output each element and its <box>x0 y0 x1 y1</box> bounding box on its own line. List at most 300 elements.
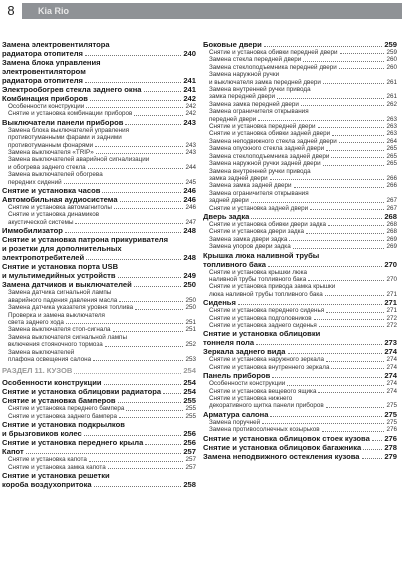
dot-leader <box>308 280 384 281</box>
toc-page-number: 242 <box>183 94 196 103</box>
toc-entry-title: Снятие и установка замка капота <box>8 463 106 471</box>
dot-leader <box>102 192 181 193</box>
toc-entry-title: Замена электровентилятора <box>2 40 110 49</box>
toc-page-number: 245 <box>185 178 196 186</box>
toc-page-number: 273 <box>384 338 397 348</box>
toc-entry <box>2 326 196 333</box>
dot-leader <box>301 105 385 106</box>
toc-entry-title: замка передней двери <box>209 93 276 101</box>
toc-entry <box>203 298 397 307</box>
toc-entry-title: света заднего хода <box>8 318 64 326</box>
toc-page-number: 242 <box>185 103 196 110</box>
page-number: 8 <box>0 0 22 22</box>
toc-entry-title: Замена замка задней двери <box>209 182 292 190</box>
toc-page-number: 257 <box>185 456 196 464</box>
toc-entry-title: Снятие и установка нижнего <box>209 395 293 403</box>
dot-leader <box>339 142 385 143</box>
toc-page-number: 255 <box>183 396 196 406</box>
dot-leader <box>105 346 184 347</box>
toc-entry-title: Снятие и установка крышки люка <box>209 268 308 276</box>
toc-page-number: 248 <box>183 253 196 263</box>
dot-leader <box>326 150 384 151</box>
toc-entry-title: Снятие и установка передней двери <box>209 123 316 131</box>
toc-entry-title: Снятие и установка автомагнитолы <box>8 204 112 212</box>
toc-entry-title: Снятие и установка подкрылков <box>2 420 125 430</box>
toc-entry-title: Замена внутренней ручки привода <box>209 167 311 175</box>
toc-entry-title: Дверь задка <box>203 211 250 221</box>
dot-leader <box>119 301 183 302</box>
toc-page-number: 272 <box>386 322 397 329</box>
toc-entry-title: Снятие и установка комбинации приборов <box>8 110 133 118</box>
dot-leader <box>272 377 382 378</box>
toc-entry-title: Замена блока управления <box>2 58 101 67</box>
toc-entry <box>203 56 397 63</box>
toc-entry <box>203 269 397 284</box>
toc-entry <box>2 262 196 280</box>
toc-page-number: 263 <box>386 123 397 131</box>
toc-page-number: 271 <box>386 290 397 298</box>
toc-page-number: 256 <box>183 438 196 448</box>
dot-leader <box>287 385 384 386</box>
toc-page-number: 255 <box>185 405 196 413</box>
toc-entry <box>2 280 196 289</box>
dot-leader <box>238 304 382 305</box>
toc-entry-title: Замена датчика сигнальной лампы <box>8 289 112 297</box>
dot-leader <box>310 209 384 210</box>
toc-entry <box>203 283 397 298</box>
toc-page-number: 264 <box>386 137 397 145</box>
toc-entry-title: Особенности конструкции <box>209 380 286 388</box>
toc-page-number: 253 <box>185 355 196 363</box>
toc-entry <box>2 58 196 85</box>
toc-page-number: 274 <box>386 380 397 388</box>
toc-entry-title: Замена стекла передней двери <box>209 56 302 64</box>
toc-entry-title: Замена упоров двери задка <box>209 243 291 251</box>
dot-leader <box>113 331 184 332</box>
dot-leader <box>90 100 181 101</box>
dot-leader <box>26 453 182 454</box>
toc-entry-title: Замена блока выключателей управления <box>8 126 130 134</box>
dot-leader <box>85 55 181 56</box>
toc-entry <box>203 108 397 123</box>
toc-entry-title: Замена выключателя сигнальной лампы <box>8 333 127 341</box>
toc-entry-title: Проверка и замена выключателя <box>8 311 105 319</box>
dot-leader <box>126 410 183 411</box>
toc-page-number: 266 <box>386 182 397 190</box>
toc-entry-title: Снятие и установка порта USB <box>2 262 119 272</box>
toc-entry <box>203 452 397 461</box>
toc-entry-title: Снятие и установка внутреннего зеркала <box>209 363 330 371</box>
toc-entry <box>2 405 196 412</box>
toc-entry <box>203 443 397 452</box>
toc-entry <box>2 387 196 396</box>
dot-leader <box>93 360 183 361</box>
toc-page-number: 240 <box>183 49 196 58</box>
toc-entry-title: радиатора отопителя <box>2 49 83 58</box>
toc-entry <box>203 190 397 205</box>
toc-page-number: 249 <box>183 271 196 281</box>
toc-page-number: 254 <box>183 366 196 376</box>
toc-entry <box>2 396 196 405</box>
toc-entry-title: Замена неподвижного остекления кузова <box>203 451 360 461</box>
dot-leader <box>84 435 182 436</box>
toc-entry-title: Замена датчика указателя уровня топлива <box>8 304 134 312</box>
toc-page-number: 268 <box>386 220 397 228</box>
toc-page-number: 246 <box>183 186 196 196</box>
toc-entry-title: акустической системы <box>8 218 74 226</box>
toc-entry-title: Замена датчиков и выключателей <box>2 280 132 290</box>
toc-entry <box>203 86 397 101</box>
toc-page-number: 260 <box>386 63 397 71</box>
toc-entry-title: Зеркала заднего вида <box>203 347 286 357</box>
toc-entry-title: Капот <box>2 447 24 457</box>
toc-entry-title: и розетки для дополнительных <box>2 244 122 254</box>
toc-entry <box>203 145 397 152</box>
dot-leader <box>66 323 184 324</box>
dot-leader <box>323 83 385 84</box>
toc-page-number: 269 <box>386 235 397 243</box>
toc-entry-title: тоннеля пола <box>203 338 255 348</box>
toc-entry <box>2 195 196 204</box>
toc-page-number: 254 <box>183 387 196 397</box>
dot-leader <box>104 384 182 385</box>
toc-entry-title: Иммобилизатор <box>2 226 63 236</box>
toc-entry-title: Снятие и установка бамперов <box>2 396 116 406</box>
toc-page-number: 252 <box>185 341 196 349</box>
toc-entry <box>2 156 196 171</box>
toc-entry-title: Снятие и установка подголовников <box>209 314 312 322</box>
dot-leader <box>326 312 384 313</box>
toc-entry <box>203 251 397 269</box>
toc-entry <box>2 312 196 327</box>
toc-entry <box>203 228 397 235</box>
toc-entry <box>203 426 397 433</box>
dot-leader <box>96 153 184 154</box>
toc-entry-title: Замена стеклоподъемника передней двери <box>209 63 337 71</box>
toc-entry-title: Снятие и установка патрона прикуривателя <box>2 235 169 245</box>
toc-entry-title: Снятие и установка облицовок багажника <box>203 442 362 452</box>
toc-page-number: 275 <box>384 409 397 419</box>
toc-entry <box>2 334 196 349</box>
dot-leader <box>108 468 184 469</box>
toc-entry <box>2 226 196 235</box>
dot-leader <box>125 124 181 125</box>
toc-entry-title: Замена замка передней двери <box>209 100 299 108</box>
dot-leader <box>89 461 184 462</box>
toc-entry <box>2 204 196 211</box>
toc-entry-title: Автомобильная аудиосистема <box>2 195 118 205</box>
toc-entry-title: Арматура салона <box>203 409 269 419</box>
dot-leader <box>74 373 181 374</box>
toc-page-number: 271 <box>384 298 397 308</box>
toc-page-number: 279 <box>384 451 397 461</box>
toc-page-number: 255 <box>185 412 196 420</box>
dot-leader <box>362 458 383 459</box>
toc-entry <box>2 85 196 94</box>
toc-entry-title: электропотребителей <box>2 253 85 263</box>
dot-leader <box>270 416 382 417</box>
toc-entry <box>203 236 397 243</box>
toc-entry-title: Снятие и установка заднего сиденья <box>209 322 317 329</box>
toc-entry-title: декоративного щитка панели приборов <box>209 402 324 410</box>
toc-entry-title: Замена поручней <box>209 418 261 426</box>
toc-page-number: 265 <box>386 152 397 160</box>
toc-entry <box>2 127 196 149</box>
toc-page-number: 275 <box>386 402 397 410</box>
toc-entry <box>203 347 397 356</box>
toc-entry-title: Снятие и установка часов <box>2 186 101 196</box>
toc-page-number: 254 <box>183 378 196 388</box>
toc-entry <box>203 356 397 363</box>
dot-leader <box>135 309 183 310</box>
toc-entry <box>2 304 196 311</box>
toc-entry-title: и мультимедийных устройств <box>2 271 116 281</box>
toc-entry <box>203 40 397 49</box>
toc-entry <box>2 420 196 438</box>
toc-page-number: 251 <box>185 318 196 326</box>
dot-leader <box>294 187 385 188</box>
toc-page-number: 261 <box>386 78 397 86</box>
dot-leader <box>289 240 384 241</box>
dot-leader <box>325 295 385 296</box>
toc-entry-title: короба воздухопритока <box>2 479 92 489</box>
toc-page-number: 263 <box>386 130 397 138</box>
toc-page-number: 274 <box>384 347 397 357</box>
toc-entry-title: РАЗДЕЛ 11. КУЗОВ <box>2 366 73 376</box>
dot-leader <box>94 486 182 487</box>
toc-entry <box>203 71 397 86</box>
toc-entry-title: Снятие и установка капота <box>8 456 87 464</box>
toc-page-number: 270 <box>386 275 397 283</box>
dot-leader <box>86 259 181 260</box>
dot-leader <box>85 82 181 83</box>
toc-entry-title: Замена ограничителя открывания <box>209 108 309 116</box>
toc-entry <box>2 118 196 127</box>
toc-page-number: 257 <box>185 463 196 471</box>
toc-entry <box>203 160 397 167</box>
toc-entry-title: Замена выключателей аварийной сигнализации <box>8 156 150 164</box>
toc-entry <box>203 419 397 426</box>
dot-leader <box>318 392 384 393</box>
toc-page-number: 250 <box>185 296 196 304</box>
toc-page-number: 276 <box>384 433 397 443</box>
toc-entry-title: Выключатели панели приборов <box>2 117 124 127</box>
toc-entry-title: Замена наружной ручки <box>209 71 280 79</box>
toc-page-number: 274 <box>386 363 397 371</box>
dot-leader <box>331 368 384 369</box>
toc-entry-title: и брызговиков колес <box>2 429 82 439</box>
toc-page-number: 261 <box>386 93 397 101</box>
dot-leader <box>318 127 385 128</box>
toc-entry-title: и обогрева заднего стекла <box>8 163 86 171</box>
dot-leader <box>119 417 183 418</box>
toc-page-number: 274 <box>384 371 397 381</box>
dot-leader <box>118 402 182 403</box>
toc-entry <box>203 315 397 322</box>
dot-leader <box>86 107 183 108</box>
toc-entry-title: Замена выключателя «TRIP» <box>8 149 94 157</box>
toc-entry-title: Замена ограничителя открывания <box>209 189 309 197</box>
toc-page-number: 243 <box>185 141 196 149</box>
toc-entry-title: Снятие и установка двери задка <box>209 228 305 236</box>
dot-leader <box>306 233 384 234</box>
toc-entry-title: замка задней двери <box>209 174 268 182</box>
toc-page-number: 267 <box>386 204 397 212</box>
toc-entry-title: Снятие и установка вещевого ящика <box>209 387 317 395</box>
toc-page-number: 251 <box>185 326 196 334</box>
dot-leader <box>88 168 184 169</box>
toc-entry <box>2 438 196 447</box>
toc-entry <box>203 168 397 183</box>
dot-leader <box>134 286 182 287</box>
dot-leader <box>363 449 382 450</box>
dot-leader <box>319 326 385 327</box>
dot-leader <box>145 444 181 445</box>
toc-entry-title: Снятие и установка облицовок стоек кузова <box>203 433 370 443</box>
toc-entry-title: Снятие и установка переднего крыла <box>2 438 144 448</box>
toc-entry-title: Снятие и установка привода замка крышки <box>209 283 336 291</box>
toc-section-heading <box>2 365 196 376</box>
toc-entry-title: Снятие и установка переднего бампера <box>8 405 125 413</box>
toc-entry-title: электровентилятором <box>2 67 86 76</box>
dot-leader <box>331 157 384 158</box>
toc-entry <box>203 371 397 380</box>
dot-leader <box>144 91 182 92</box>
toc-page-number: 259 <box>386 49 397 56</box>
toc-entry-title: Снятие и установка обивки двери задка <box>209 220 327 228</box>
dot-leader <box>163 393 181 394</box>
toc-page-number: 268 <box>386 228 397 236</box>
toc-page-number: 265 <box>386 145 397 153</box>
toc-entry <box>203 380 397 387</box>
dot-leader <box>75 223 183 224</box>
toc-page-number: 243 <box>183 117 196 127</box>
toc-entry <box>203 101 397 108</box>
toc-entry-title: Снятие и установка обивки задней двери <box>209 130 331 138</box>
toc-entry-title: Особенности конструкции <box>8 103 85 110</box>
toc-entry-title: противотуманным фонарями <box>8 141 94 149</box>
dot-leader <box>256 344 382 345</box>
toc-entry <box>203 221 397 228</box>
dot-leader <box>372 440 382 441</box>
toc-entry <box>203 243 397 250</box>
toc-page-number: 244 <box>185 163 196 171</box>
toc-page-number: 250 <box>185 304 196 312</box>
toc-entry-title: Снятие и установка облицовки <box>203 329 321 339</box>
toc-entry-title: Снятие и установка динамиков <box>8 211 100 219</box>
toc-entry <box>2 110 196 117</box>
toc-entry-title: Снятие и установка облицовки радиатора <box>2 387 162 397</box>
book-title: Kia Rio <box>38 6 70 16</box>
toc-entry-title: Замена внутренней ручки привода <box>209 86 311 94</box>
toc-entry-title: задней двери <box>209 197 249 205</box>
toc-entry-title: топливного бака <box>203 259 266 269</box>
toc-page-number: 278 <box>384 442 397 452</box>
toc-entry <box>2 211 196 226</box>
dot-leader <box>339 68 385 69</box>
toc-page-number: 276 <box>386 426 397 434</box>
toc-entry <box>2 349 196 364</box>
dot-leader <box>293 248 385 249</box>
dot-leader <box>262 423 384 424</box>
toc-page-number: 248 <box>183 226 196 236</box>
dot-leader <box>340 53 385 54</box>
toc-entry <box>2 471 196 489</box>
toc-page-number: 270 <box>384 259 397 269</box>
toc-entry <box>203 153 397 160</box>
toc-entry <box>203 130 397 137</box>
toc-entry-title: Крышка люка наливной трубы <box>203 250 320 260</box>
toc-page-number: 260 <box>386 56 397 64</box>
toc-entry-title: передних сидений <box>8 178 62 186</box>
toc-page-number: 268 <box>384 211 397 221</box>
toc-entry-title: Замена стеклоподъемника задней двери <box>209 152 330 160</box>
toc-entry <box>2 94 196 103</box>
toc-entry-title: Панель приборов <box>203 371 271 381</box>
toc-page-number: 265 <box>386 160 397 168</box>
toc-entry <box>2 413 196 420</box>
toc-page-number: 258 <box>183 479 196 489</box>
dot-leader <box>288 353 383 354</box>
dot-leader <box>118 277 182 278</box>
toc-page-number: 241 <box>183 85 196 94</box>
toc-entry-title: и выключателя замка передней двери <box>209 78 321 86</box>
toc-entry-title: Замена наружной ручки задней двери <box>209 160 321 168</box>
toc-page-number: 250 <box>183 280 196 290</box>
toc-entry <box>2 40 196 58</box>
toc-entry-title: Замена неподвижного стекла задней двери <box>209 137 337 145</box>
toc-entry-title: включения стояночного тормоза <box>8 341 103 349</box>
dot-leader <box>264 46 382 47</box>
toc-entry <box>203 307 397 314</box>
toc-entry-title: Замена противосолнечных козырьков <box>209 426 320 434</box>
toc-entry-title: Особенности конструкции <box>2 378 102 388</box>
dot-leader <box>322 431 385 432</box>
toc-entry <box>203 329 397 347</box>
toc-entry <box>2 289 196 304</box>
toc-page-number: 259 <box>384 40 397 49</box>
dot-leader <box>114 208 184 209</box>
toc-page-number: 243 <box>185 149 196 157</box>
toc-entry-title: люка наливной трубы топливного бака <box>209 290 323 298</box>
dot-leader <box>120 201 182 202</box>
toc-entry-title: Снятие и установка наружного зеркала <box>209 356 324 364</box>
dot-leader <box>277 98 384 99</box>
toc-entry <box>203 410 397 419</box>
toc-entry-title: передней двери <box>209 115 257 123</box>
dot-leader <box>323 165 385 166</box>
dot-leader <box>326 361 384 362</box>
dot-leader <box>326 407 385 408</box>
dot-leader <box>95 146 183 147</box>
dot-leader <box>65 232 181 233</box>
toc-page-number: 274 <box>386 356 397 364</box>
toc-entry-title: Замена замка двери задка <box>209 235 288 243</box>
header-band <box>22 3 402 19</box>
toc-entry-title: Боковые двери <box>203 40 262 49</box>
toc-entry-title: Снятие и установка решетки <box>2 470 110 480</box>
toc-entry <box>203 364 397 371</box>
toc-page-number: 269 <box>386 243 397 251</box>
toc-entry <box>203 395 397 410</box>
toc-page-number: 275 <box>386 418 397 426</box>
dot-leader <box>303 61 384 62</box>
toc-entry <box>2 235 196 262</box>
toc-entry <box>2 378 196 387</box>
toc-entry-title: плафона освещения салона <box>8 355 92 363</box>
toc-entry-title: Снятие и установка обивки передней двери <box>209 49 338 56</box>
page-header <box>0 0 402 22</box>
